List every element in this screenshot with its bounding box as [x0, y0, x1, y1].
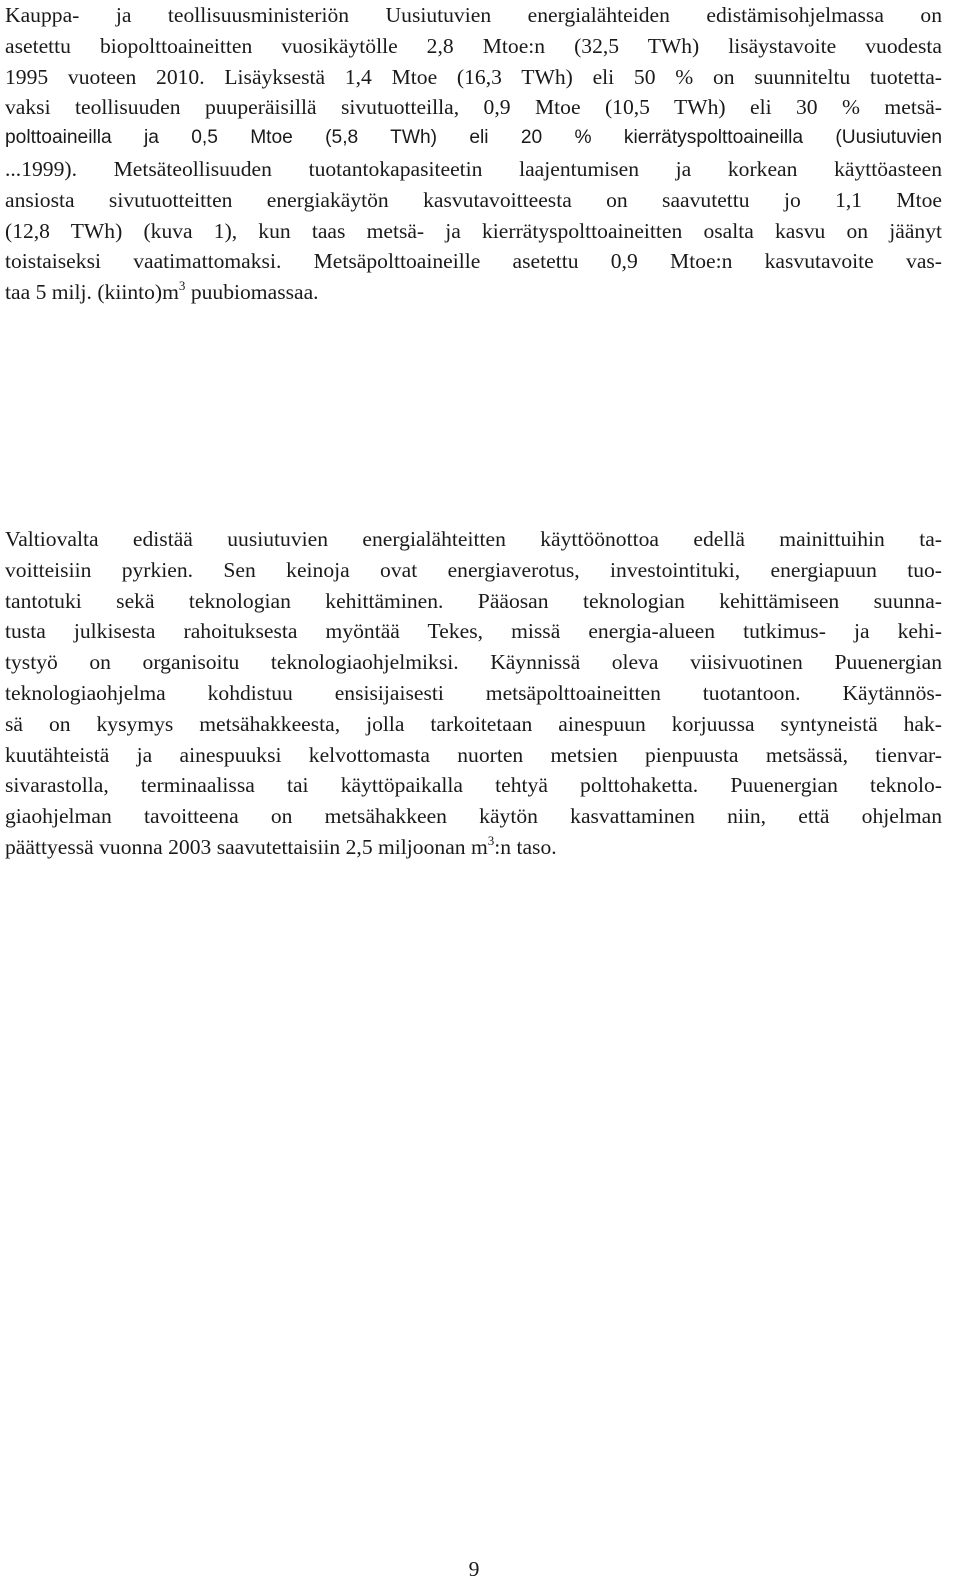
- paragraph-1: [5, 0, 942, 308]
- text-line: vaksi teollisuuden puuperäisillä sivutuotteilla, 0,9 Mtoe (10,5 TWh) eli 30 % metsä-: [5, 95, 942, 120]
- superscript: 3: [178, 278, 186, 294]
- text-line: sä on kysymys metsähakkeesta, jolla tarkoitetaan ainespuun korjuussa syntyneistä hak-: [5, 711, 942, 736]
- line-text: päättyessä vuonna 2003 saavutettaisiin 2,5 miljoonan m: [5, 834, 488, 859]
- text-line-with-superscript: [5, 832, 942, 863]
- text-line-with-superscript: [5, 277, 942, 308]
- text-line: ...1999). Metsäteollisuuden tuotantokapasiteetin laajentumisen ja korkean käyttöasteen: [5, 156, 942, 181]
- superscript: 3: [487, 832, 495, 848]
- line-text: :n taso.: [494, 834, 557, 859]
- text-line: toistaiseksi vaatimattomaksi. Metsäpolttoaineille asetettu 0,9 Mtoe:n kasvutavoite vas-: [5, 249, 942, 274]
- line-text: taa 5 milj. (kiinto)m: [5, 280, 179, 305]
- text-line: voitteisiin pyrkien. Sen keinoja ovat energiaverotus, investointituki, energiapuun tuo-: [5, 557, 942, 582]
- line-text: puubiomassaa.: [190, 280, 319, 305]
- text-line: (12,8 TWh) (kuva 1), kun taas metsä- ja kierrätyspolttoaineitten osalta kasvu on jäänyt: [5, 218, 942, 243]
- text-line: ansiosta sivutuotteitten energiakäytön kasvutavoitteesta on saavutettu jo 1,1 Mtoe: [5, 187, 942, 212]
- page-number: 9: [468, 1557, 480, 1581]
- text-line: sivarastolla, terminaalissa tai käyttöpaikalla tehtyä polttohaketta. Puuenergian teknolo-: [5, 773, 942, 798]
- text-line: polttoaineilla ja 0,5 Mtoe (5,8 TWh) eli 20 % kierrätyspolttoaineilla (Uusiutuvien: [5, 127, 942, 149]
- text-line: teknologiaohjelma kohdistuu ensisijaisesti metsäpolttoaineitten tuotantoon. Käytännös-: [5, 680, 942, 705]
- text-line: asetettu biopolttoaineitten vuosikäytölle 2,8 Mtoe:n (32,5 TWh) lisäystavoite vuodesta: [5, 33, 942, 58]
- paragraph-2: [5, 524, 942, 863]
- text-line: kuutähteistä ja ainespuuksi kelvottomasta nuorten metsien pienpuusta metsässä, tienvar-: [5, 742, 942, 767]
- text-line: giaohjelman tavoitteena on metsähakkeen käytön kasvattaminen niin, että ohjelman: [5, 804, 942, 829]
- text-line: tantotuki sekä teknologian kehittäminen. Pääosan teknologian kehittämiseen suunna-: [5, 588, 942, 613]
- text-line: Valtiovalta edistää uusiutuvien energialähteitten käyttöönottoa edellä mainittuihin ta-: [5, 527, 942, 551]
- text-line: tystyö on organisoitu teknologiaohjelmiksi. Käynnissä oleva viisivuotinen Puuenergian: [5, 650, 942, 675]
- text-line: tusta julkisesta rahoituksesta myöntää Tekes, missä energia-alueen tutkimus- ja kehi-: [5, 619, 942, 644]
- text-line: 1995 vuoteen 2010. Lisäyksestä 1,4 Mtoe (16,3 TWh) eli 50 % on suunniteltu tuotetta-: [5, 64, 942, 89]
- text-line: Kauppa- ja teollisuusministeriön Uusiutuvien energialähteiden edistämisohjelmassa on: [5, 3, 942, 27]
